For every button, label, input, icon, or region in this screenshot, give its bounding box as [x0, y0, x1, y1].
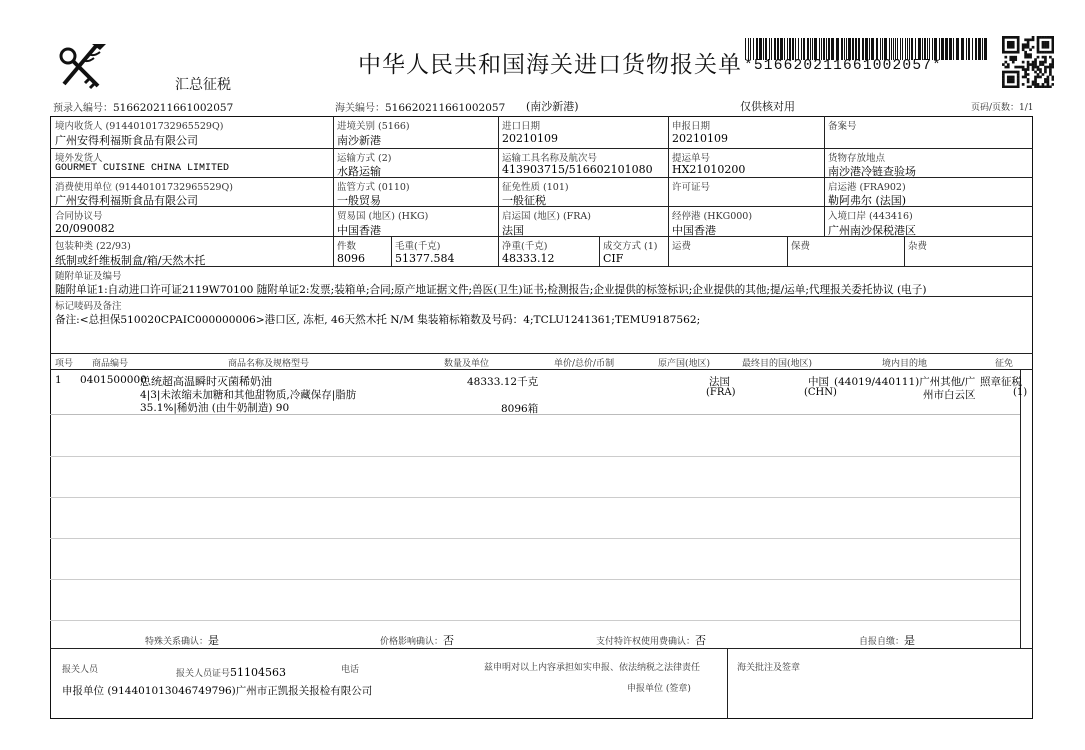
remarks-value: 备注:<总担保510020CPAIC000000006>港口区, 冻柜, 46天然木托 N/M 集装箱标箱数及号码：4;TCLU1241361;TEMU9187562;	[55, 314, 701, 326]
customs-approval-label: 海关批注及签章	[737, 663, 801, 673]
supervision-label: 监管方式 (0110)	[337, 182, 410, 193]
goods-header-seq: 项号	[55, 359, 74, 369]
page-indicator: 页码/页数：1/1	[971, 103, 1034, 113]
entry-customs-value: 南沙新港	[337, 134, 381, 147]
goods-header-domestic: 境内目的地	[882, 359, 928, 369]
goods-header-code: 商品编号	[92, 359, 129, 369]
royalty-confirm	[596, 629, 706, 648]
barcode-text: *516620211661002057*	[744, 58, 943, 74]
deal-mode-value: CIF	[603, 252, 624, 265]
declare-date-value: 20210109	[672, 132, 728, 145]
entry-customs-label: 进境关别 (5166)	[337, 121, 410, 132]
shipper-value: GOURMET CUISINE CHINA LIMITED	[55, 163, 230, 174]
customs-no-value: 516620211661002057	[385, 102, 506, 114]
barcode	[745, 38, 988, 60]
trade-country-label: 贸易国 (地区) (HKG)	[337, 211, 429, 222]
trade-country-value: 中国香港	[337, 224, 381, 237]
page-title: 中华人民共和国海关进口货物报关单	[358, 52, 742, 78]
goods-header-tax: 征免	[995, 359, 1014, 369]
legal-statement: 兹申明对以上内容承担如实申报、依法纳税之法律责任	[484, 663, 701, 673]
record-no-label: 备案号	[828, 121, 857, 132]
consignee-label: 境内收货人 (91440101732965529Q)	[55, 121, 224, 132]
contract-label: 合同协议号	[55, 211, 103, 222]
goods-header-origin: 原产国(地区)	[658, 359, 711, 369]
tax-mode-label: 汇总征税	[175, 77, 231, 93]
transport-tool-label: 运输工具名称及航次号	[502, 153, 598, 164]
goods-header-name: 商品名称及规格型号	[228, 359, 310, 369]
pre-entry-label: 预录入编号：	[53, 103, 113, 114]
goods-qty-1: 48333.12千克	[467, 376, 539, 388]
price-impact-label: 价格影响确认：	[380, 637, 444, 647]
origin-country-label: 启运国 (地区) (FRA)	[502, 211, 591, 222]
consumer-label: 消费使用单位 (91440101732965529Q)	[55, 182, 233, 193]
goods-domestic-1: (44019/440111)广州其他/广	[834, 376, 976, 388]
goods-name-line1: 总统超高温瞬时灭菌稀奶油	[140, 375, 272, 388]
special-relation-confirm	[145, 629, 219, 648]
remarks-label: 标记唛码及备注	[55, 301, 122, 312]
customs-number	[335, 99, 505, 114]
special-relation-value: 是	[208, 634, 220, 647]
gross-weight-value: 51377.584	[395, 252, 455, 265]
storage-value: 南沙港冷链查验场	[828, 165, 916, 178]
contract-value: 20/090082	[55, 222, 115, 235]
net-weight-label: 净重(千克)	[502, 241, 548, 252]
freight-label: 运费	[672, 241, 692, 252]
goods-seq: 1	[55, 374, 62, 386]
goods-header-qty: 数量及单位	[444, 359, 490, 369]
entry-port-label: 入境口岸 (443416)	[828, 211, 913, 222]
royalty-label: 支付特许权使用费确认：	[596, 637, 696, 647]
tax-nature-value: 一般征税	[502, 194, 546, 207]
goods-dest-2: (CHN)	[804, 387, 837, 398]
deal-mode-label: 成交方式 (1)	[603, 241, 658, 252]
price-impact-value: 否	[443, 634, 455, 647]
self-pay-label: 自报自缴：	[859, 637, 905, 647]
customs-no-label: 海关编号：	[335, 103, 385, 114]
shipper-label: 境外发货人	[55, 153, 103, 164]
tax-nature-label: 征免性质 (101)	[502, 182, 569, 193]
transport-tool-value: 413903715/516602101080	[502, 163, 653, 176]
goods-domestic-2: 州市白云区	[923, 389, 976, 401]
consumer-value: 广州安得利福斯食品有限公司	[55, 194, 198, 207]
storage-label: 货物存放地点	[828, 153, 886, 164]
price-impact-confirm	[380, 629, 454, 648]
declare-date-label: 申报日期	[672, 121, 711, 132]
goods-code: 0401500000	[80, 374, 147, 386]
goods-origin-1: 法国	[709, 376, 730, 388]
goods-qty-2: 8096箱	[501, 403, 539, 415]
consignee-value: 广州安得利福斯食品有限公司	[55, 134, 198, 147]
declarant-cert-value: 51104563	[230, 666, 287, 679]
bill-no-value: HX21010200	[672, 163, 746, 176]
gross-weight-label: 毛重(千克)	[395, 241, 441, 252]
via-port-label: 经停港 (HKG000)	[672, 211, 753, 222]
transport-mode-value: 水路运输	[337, 165, 381, 178]
entry-port-value: 广州南沙保税港区	[828, 224, 916, 237]
net-weight-value: 48333.12	[502, 252, 555, 265]
license-label: 许可证号	[672, 182, 711, 193]
origin-country-value: 法国	[502, 224, 524, 237]
docs-label: 随附单证及编号	[55, 271, 122, 282]
verify-note: 仅供核对用	[740, 100, 795, 113]
royalty-value: 否	[695, 634, 707, 647]
import-date-value: 20210109	[502, 132, 558, 145]
customs-emblem-icon	[52, 40, 112, 92]
self-pay-value: 是	[904, 634, 916, 647]
declarant-cert	[176, 661, 286, 680]
package-value: 纸制或纤维板制盒/箱/天然木托	[55, 254, 206, 267]
pre-entry-number	[53, 99, 233, 114]
goods-header-dest: 最终目的国(地区)	[742, 359, 813, 369]
depart-port-label: 启运港 (FRA902)	[828, 182, 906, 193]
port-name: (南沙新港)	[526, 100, 579, 113]
pieces-value: 8096	[337, 252, 365, 265]
special-relation-label: 特殊关系确认：	[145, 637, 209, 647]
pre-entry-value: 516620211661002057	[113, 102, 234, 114]
goods-name-line2: 4|3|未浓缩未加糖和其他甜物质,冷藏保存|脂肪	[140, 389, 357, 401]
misc-fee-label: 杂费	[908, 241, 928, 252]
import-date-label: 进口日期	[502, 121, 541, 132]
self-pay-confirm	[859, 629, 915, 648]
goods-header-price: 单价/总价/币制	[554, 359, 615, 369]
phone-label: 电话	[341, 665, 360, 675]
declarant-label: 报关人员	[62, 665, 99, 675]
goods-tax-1: 照章征税	[980, 376, 1022, 388]
goods-tax-2: (1)	[1013, 387, 1028, 398]
transport-mode-label: 运输方式 (2)	[337, 153, 392, 164]
qr-code	[1002, 36, 1054, 88]
docs-value: 随附单证1:自动进口许可证2119W70100 随附单证2:发票;装箱单;合同;原产地证据文件;兽医(卫生)证书;检测报告;企业提供的标签标识;企业提供的其他;提/运单;代理报关委托协议 (电子)	[55, 284, 927, 296]
goods-origin-2: (FRA)	[706, 387, 736, 398]
insurance-label: 保费	[791, 241, 811, 252]
goods-name-line3: 35.1%|稀奶油 (由牛奶制造) 90	[140, 402, 290, 414]
unit-stamp-label: 申报单位 (签章)	[627, 684, 691, 694]
goods-dest-1: 中国	[808, 376, 829, 388]
package-label: 包装种类 (22/93)	[55, 241, 131, 252]
via-port-value: 中国香港	[672, 224, 716, 237]
supervision-value: 一般贸易	[337, 194, 381, 207]
declare-unit: 申报单位 (914401013046749796)广州市正凯报关报检有限公司	[62, 685, 373, 697]
bill-no-label: 提运单号	[672, 153, 711, 164]
depart-port-value: 勒阿弗尔 (法国)	[828, 194, 907, 207]
declarant-cert-label: 报关人员证号	[176, 669, 231, 679]
pieces-label: 件数	[337, 241, 357, 252]
